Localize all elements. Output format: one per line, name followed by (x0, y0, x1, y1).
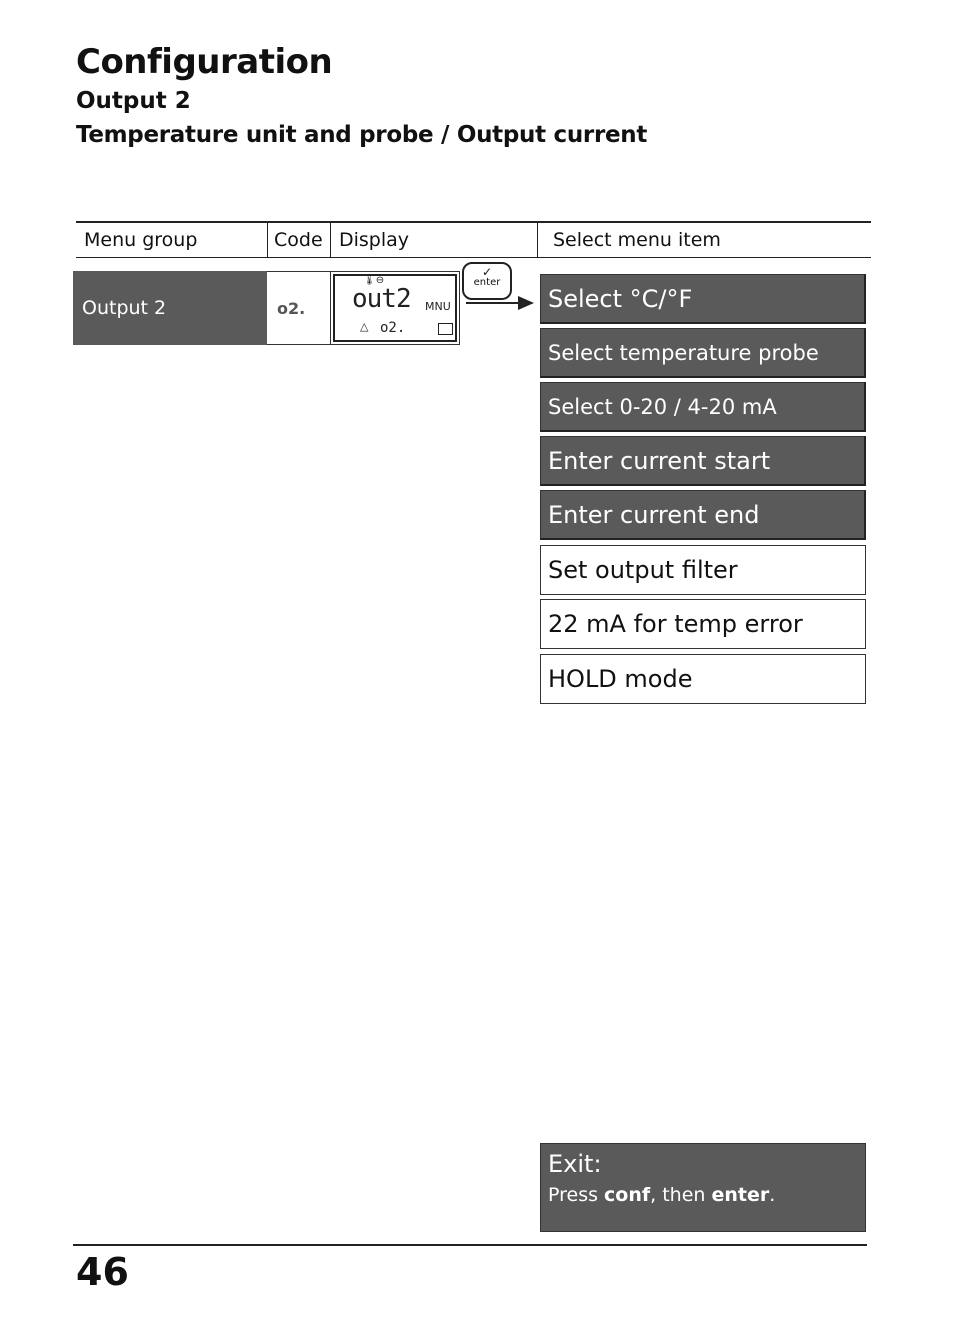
menu-item-output-filter[interactable] (540, 545, 866, 595)
menu-item-label: Enter current start (548, 446, 771, 475)
menu-item-label: Select 0-20 / 4-20 mA (548, 394, 777, 419)
code-cell (267, 271, 330, 345)
exit-text-prefix: Press (548, 1184, 605, 1206)
header-display: Display (339, 229, 410, 251)
header-divider (537, 223, 538, 257)
menu-item-label: 22 mA for temp error (548, 610, 803, 638)
enter-key-label: enter (473, 277, 501, 288)
menu-item-select-temp-unit[interactable] (540, 274, 866, 324)
checkmark-icon: ✓ (481, 265, 493, 279)
exit-text-middle: , then (650, 1184, 712, 1206)
thermometer-icon: 🌡⊖ (363, 275, 385, 286)
conf-key-name: conf (604, 1184, 651, 1206)
exit-instructions (548, 1184, 775, 1206)
code-label: o2. (277, 299, 306, 318)
section-subtitle: Output 2 (76, 88, 191, 114)
footer-rule (73, 1244, 867, 1246)
lcd-code-text: o2. (380, 320, 406, 336)
menu-item-current-end[interactable] (540, 490, 866, 540)
section-description: Temperature unit and probe / Output current (76, 122, 648, 148)
header-divider (267, 223, 268, 257)
menu-group-cell (73, 271, 267, 345)
menu-group-label: Output 2 (82, 297, 167, 319)
menu-item-label: Enter current end (548, 500, 760, 529)
header-divider (330, 223, 331, 257)
exit-box (540, 1143, 866, 1232)
menu-item-current-start[interactable] (540, 436, 866, 486)
header-menu-group: Menu group (84, 229, 198, 251)
header-code: Code (274, 229, 323, 251)
menu-item-hold-mode[interactable] (540, 654, 866, 704)
table-header-top-rule (76, 221, 871, 223)
menu-item-label: Select temperature probe (548, 340, 819, 365)
warning-icon: △ (360, 320, 369, 333)
menu-item-select-current-range[interactable] (540, 382, 866, 432)
menu-item-temp-error[interactable] (540, 599, 866, 649)
menu-item-label: Select °C/°F (548, 284, 693, 313)
lcd-mnu-text: MNU (425, 300, 451, 313)
arrow-right-icon (466, 293, 536, 313)
hold-icon (438, 323, 453, 335)
header-select-menu-item: Select menu item (553, 229, 721, 251)
page-title: Configuration (76, 42, 333, 82)
menu-item-label: HOLD mode (548, 665, 693, 693)
menu-item-label: Set output filter (548, 556, 738, 584)
table-header-bottom-rule (76, 257, 871, 258)
exit-title: Exit: (548, 1150, 602, 1178)
lcd-main-text: out2 (352, 284, 411, 314)
menu-item-select-temp-probe[interactable] (540, 328, 866, 378)
exit-text-suffix: . (769, 1184, 776, 1206)
enter-key-name: enter (711, 1184, 770, 1206)
page-number: 46 (76, 1250, 129, 1294)
